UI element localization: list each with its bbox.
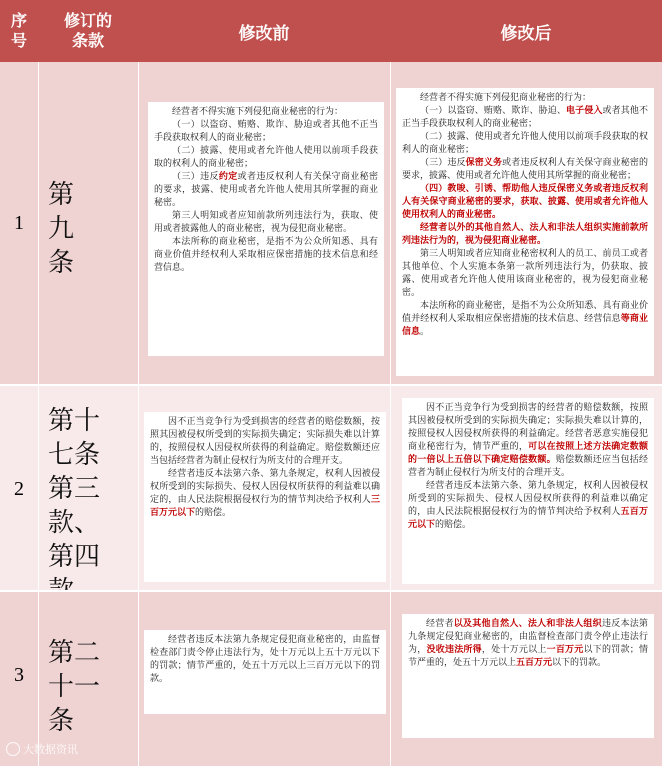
- text-run: 或者其他不正当手段获取权利人的商业秘密；: [402, 106, 648, 129]
- text-run: 的赔偿。: [195, 508, 232, 518]
- text-run: 以下的罚款。: [552, 658, 607, 668]
- column-divider: [390, 62, 391, 766]
- column-divider: [138, 62, 139, 766]
- highlighted-text: 可以在按照上述方法确定数额的一倍以上五倍以下确定赔偿数额。: [408, 442, 648, 465]
- paragraph: [402, 248, 648, 300]
- text-run: 或者违反权利人有关保守商业秘密的要求，披露、使用或者允许他人使用其所掌握的商业秘密。: [154, 172, 378, 208]
- paragraph: [402, 183, 648, 222]
- text-run: 违反本法第九条规定侵犯商业秘密的，由监督检查部门责令停止违法行为，: [408, 619, 648, 655]
- text-run: 经营者违反本法第六条、第九条规定，权利人因被侵权所受到的实际损失、侵权人因侵权所获得的利益难以确定的，由人民法院根据侵权行为的情节判决给予权利人: [150, 469, 380, 505]
- highlighted-text: 以及其他自然人、法人和非法人组织: [453, 619, 602, 629]
- paragraph: [408, 402, 648, 480]
- table-header: [0, 0, 662, 62]
- row-clause: 第二 十一 条: [48, 638, 101, 736]
- highlighted-text: （四）教唆、引诱、帮助他人违反保密义务或者违反权利人有关保守商业秘密的要求，获取、披露、使用或者允许他人使用权利人的商业秘密。: [402, 184, 648, 220]
- highlighted-text: 约定: [218, 172, 238, 182]
- paragraph: [402, 92, 648, 105]
- paragraph: [150, 468, 380, 520]
- paragraph: [154, 236, 378, 275]
- paragraph: [154, 106, 378, 119]
- text-run: 经营者不得实施下列侵犯商业秘密的行为：: [420, 93, 592, 103]
- text-run: 经营者不得实施下列侵犯商业秘密的行为：: [172, 107, 344, 117]
- paragraph: [150, 416, 380, 468]
- row-seq: 3: [14, 664, 24, 686]
- after-text: [402, 398, 654, 584]
- text-run: 经营者违反本法第六条、第九条规定，权利人因被侵权所受到的实际损失、侵权人因侵权所获得的利益难以确定的，由人民法院根据侵权行为的情节判决给予权利人: [408, 481, 648, 517]
- highlighted-text: 五百万元以下: [408, 507, 648, 530]
- paragraph: [402, 300, 648, 339]
- watermark-text: 大数据资讯: [23, 743, 78, 756]
- text-run: （一）以盗窃、贿赂、欺诈、胁迫、: [420, 106, 566, 116]
- text-run: 以下的罚款；情节严重的，处五十万元以上: [408, 645, 648, 668]
- paragraph: [154, 171, 378, 210]
- paragraph: [402, 131, 648, 157]
- highlighted-text: 电子侵入: [565, 106, 603, 116]
- highlighted-text: 保密义务: [465, 158, 503, 168]
- after-text: [396, 88, 654, 376]
- highlighted-text: 等商业信息: [402, 314, 648, 337]
- text-run: 因不正当竞争行为受到损害的经营者的赔偿数额，按照其因被侵权所受到的实际损失确定；实际损失难以计算的，按照侵权人因侵权所获得的利益确定。赔偿数额还应当包括经营者为制止侵权行为所支付的合理开支。: [150, 417, 380, 466]
- paragraph: [408, 618, 648, 670]
- text-run: 经营者: [426, 619, 454, 629]
- row-clause: 第十 七条 第三 款、 第四: [48, 406, 101, 572]
- text-run: 的赔偿。: [435, 520, 472, 530]
- header-clause: 修订的 条款: [63, 11, 112, 50]
- highlighted-text: 一百万元: [546, 645, 584, 655]
- header-before: 修改前: [238, 23, 290, 44]
- text-run: 。: [420, 327, 430, 337]
- row-clause: 第 九 条: [48, 180, 75, 278]
- header-after: 修改后: [500, 23, 552, 44]
- text-run: 经营者违反本法第九条规定侵犯商业秘密的，由监督检查部门责令停止违法行为，处十万元以上五十万元以下的罚款；情节严重的，处五十万元以上三百万元以下的罚款。: [150, 635, 380, 684]
- paragraph: [402, 105, 648, 131]
- text-run: ，处十万元以上: [481, 645, 547, 655]
- paragraph: [402, 157, 648, 183]
- text-run: （二）披露、使用或者允许他人使用以前项手段获取的权利人的商业秘密；: [154, 146, 378, 169]
- text-run: 因不正当竞争行为受到损害的经营者的赔偿数额，按照其因被侵权所受到的实际损失确定；实际损失难以计算的，按照侵权人因侵权所获得的利益确定。经营者恶意实施侵犯商业秘密行为，情节严重的，: [408, 403, 648, 452]
- text-run: （三）违反: [172, 172, 219, 182]
- row-seq: 1: [14, 212, 24, 234]
- watermark: [6, 741, 78, 757]
- before-text: [144, 412, 386, 582]
- watermark-logo-icon: [6, 742, 20, 756]
- column-divider: [38, 62, 39, 766]
- paragraph: [402, 222, 648, 248]
- text-run: 本法所称的商业秘密，是指不为公众所知悉、具有商业价值并经权利人采取相应保密措施的技术信息、经营信息: [402, 301, 648, 324]
- row-seq: 2: [14, 478, 24, 500]
- text-run: 本法所称的商业秘密，是指不为公众所知悉、具有商业价值并经权利人采取相应保密措施的技术信息和经营信息。: [154, 237, 378, 273]
- after-text: [402, 614, 654, 738]
- paragraph: [150, 634, 380, 686]
- paragraph: [154, 119, 378, 145]
- before-text: [148, 102, 384, 356]
- highlighted-text: 经营者以外的其他自然人、法人和非法人组织实施前款所列违法行为的，视为侵犯商业秘密。: [402, 223, 648, 246]
- text-run: 或者违反权利人有关保守商业秘密的要求，披露、使用或者允许他人使用其所掌握的商业秘密；: [402, 158, 648, 181]
- text-run: （一）以盗窃、贿赂、欺诈、胁迫或者其他不正当手段获取权利人的商业秘密；: [154, 120, 378, 143]
- text-run: 第三人明知或者应知商业秘密权利人的员工、前员工或者其他单位、个人实施本条第一款所列违法行为，仍获取、披露、使用或者允许他人使用该商业秘密的，视为侵犯商业秘密。: [402, 249, 648, 298]
- highlighted-text: 三百万元以下: [150, 495, 380, 518]
- before-text: [144, 630, 386, 714]
- paragraph: [154, 210, 378, 236]
- highlighted-text: 没收违法所得: [426, 645, 482, 655]
- header-seq: 序 号: [10, 11, 27, 50]
- text-run: （三）违反: [420, 158, 466, 168]
- paragraph: [154, 145, 378, 171]
- paragraph: [408, 480, 648, 532]
- highlighted-text: 五百万元: [516, 658, 553, 668]
- text-run: 赔偿数额还应当包括经营者为制止侵权行为所支付的合理开支。: [408, 455, 648, 478]
- text-run: （二）披露、使用或者允许他人使用以前项手段获取的权利人的商业秘密；: [402, 132, 648, 155]
- text-run: 第三人明知或者应知前款所列违法行为，获取、使用或者披露他人的商业秘密，视为侵犯商业秘密。: [154, 211, 378, 234]
